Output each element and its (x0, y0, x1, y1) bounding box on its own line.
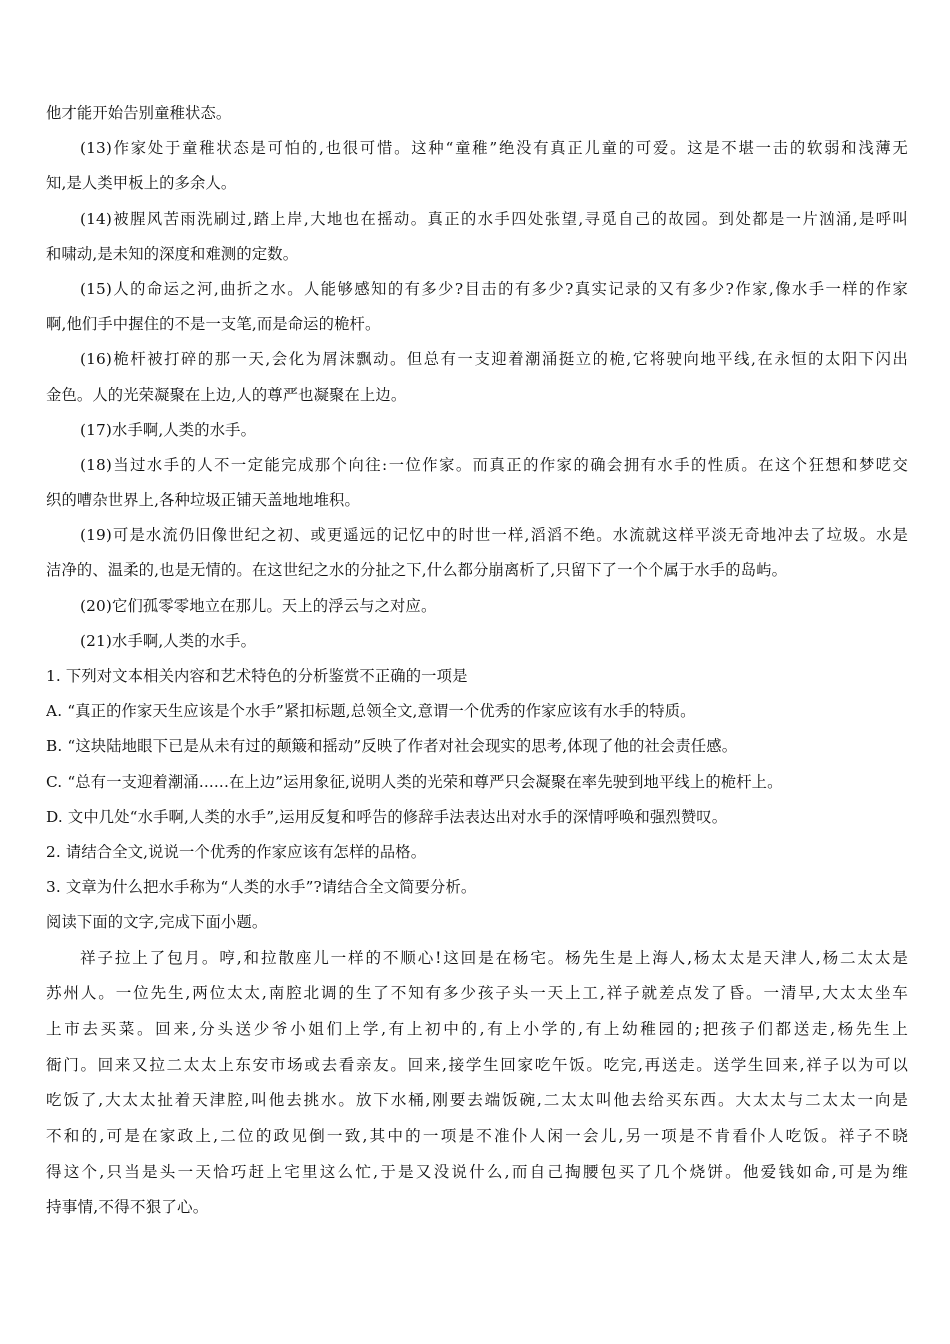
paragraph-13-line-1: (13)作家处于童稚状态是可怕的,也很可惜。这种“童稚”绝没有真正儿童的可爱。这是不堪一击的软弱和浅薄无 (80, 139, 908, 158)
story-passage (46, 941, 908, 1227)
paragraph-18-line-1: (18)当过水手的人不一定能完成那个向往:一位作家。而真正的作家的确会拥有水手的性质。在这个狂想和梦呓交 (80, 455, 908, 474)
story-line: 持事情,不得不狠了心。 (46, 1198, 209, 1217)
paragraph-14-line-1: (14)被腥风苦雨洗刷过,踏上岸,大地也在摇动。真正的水手四处张望,寻觅自己的故园。到处都是一片汹涌,是呼叫 (80, 209, 908, 228)
question-3: 3. 文章为什么把水手称为“人类的水手”?请结合全文简要分析。 (46, 878, 477, 897)
question-1-option-d: D. 文中几处“水手啊,人类的水手”,运用反复和呼告的修辞手法表达出对水手的深情呼唤和强烈赞叹。 (46, 807, 728, 826)
question-2: 2. 请结合全文,说说一个优秀的作家应该有怎样的品格。 (46, 842, 427, 861)
story-line: 祥子拉上了包月。哼,和拉散座儿一样的不顺心!这回是在杨宅。杨先生是上海人,杨太太是天津人,杨二太太是 (80, 948, 908, 967)
paragraph-20: (20)它们孤零零地立在那儿。天上的浮云与之对应。 (80, 596, 437, 615)
paragraph-19-line-2: 洁净的、温柔的,也是无情的。在这世纪之水的分扯之下,什么都分崩离析了,只留下了一个个属于水手的岛屿。 (46, 561, 788, 580)
story-line: 不和的,可是在家政上,二位的政见倒一致,其中的一项是不准仆人闲一会儿,另一项是不肯看仆人吃饭。祥子不晓 (46, 1126, 908, 1145)
story-line: 吃饭了,大太太扯着天津腔,叫他去挑水。放下水桶,刚要去端饭碗,二太太叫他去给买东西。大太太与二太太一向是 (46, 1091, 908, 1110)
paragraph-21: (21)水手啊,人类的水手。 (80, 631, 257, 650)
paragraph-14-line-2: 和啸动,是未知的深度和难测的定数。 (46, 244, 299, 263)
paragraph-16-line-2: 金色。人的光荣凝聚在上边,人的尊严也凝聚在上边。 (46, 385, 407, 404)
paragraph-19-line-1: (19)可是水流仍旧像世纪之初、或更遥远的记忆中的时世一样,滔滔不绝。水流就这样平淡无奇地冲去了垃圾。水是 (80, 526, 908, 545)
question-1-option-a: A. “真正的作家天生应该是个水手”紧扣标题,总领全文,意谓一个优秀的作家应该有水手的特质。 (46, 702, 696, 721)
reading-instruction: 阅读下面的文字,完成下面小题。 (46, 913, 268, 932)
question-1-option-c: C. “总有一支迎着潮涌......在上边”运用象征,说明人类的光荣和尊严只会凝聚在率先驶到地平线上的桅杆上。 (46, 772, 783, 791)
paragraph-17: (17)水手啊,人类的水手。 (80, 420, 257, 439)
paragraph-13-line-2: 知,是人类甲板上的多余人。 (46, 174, 237, 193)
question-1-option-b: B. “这块陆地眼下已是从未有过的颠簸和摇动”反映了作者对社会现实的思考,体现了他的社会责任感。 (46, 737, 738, 756)
paragraph-16-line-1: (16)桅杆被打碎的那一天,会化为屑沫飘动。但总有一支迎着潮涌挺立的桅,它将驶向地平线,在永恒的太阳下闪出 (80, 350, 908, 369)
document-page (46, 96, 908, 1226)
paragraph-12-tail: 他才能开始告别童稚状态。 (46, 104, 232, 122)
story-line: 得这个,只当是头一天恰巧赶上宅里这么忙,于是又没说什么,而自己掏腰包买了几个烧饼。他爱钱如命,可是为维 (46, 1162, 908, 1181)
story-line: 苏州人。一位先生,两位太太,南腔北调的生了不知有多少孩子头一天上工,祥子就差点发了昏。一清早,大太太坐车 (46, 984, 908, 1003)
paragraph-18-line-2: 织的嘈杂世界上,各种垃圾正铺天盖地地堆积。 (46, 491, 360, 510)
story-line: 衙门。回来又拉二太太上东安市场或去看亲友。回来,接学生回家吃午饭。吃完,再送走。送学生回来,祥子以为可以 (46, 1055, 908, 1074)
story-line: 上市去买菜。回来,分头送少爷小姐们上学,有上初中的,有上小学的,有上幼稚园的;把孩子们都送走,杨先生上 (46, 1019, 908, 1038)
paragraph-15-line-1: (15)人的命运之河,曲折之水。人能够感知的有多少?目击的有多少?真实记录的又有多少?作家,像水手一样的作家 (80, 279, 908, 298)
question-1-stem: 1. 下列对文本相关内容和艺术特色的分析鉴赏不正确的一项是 (46, 667, 468, 685)
paragraph-15-line-2: 啊,他们手中握住的不是一支笔,而是命运的桅杆。 (46, 315, 381, 334)
